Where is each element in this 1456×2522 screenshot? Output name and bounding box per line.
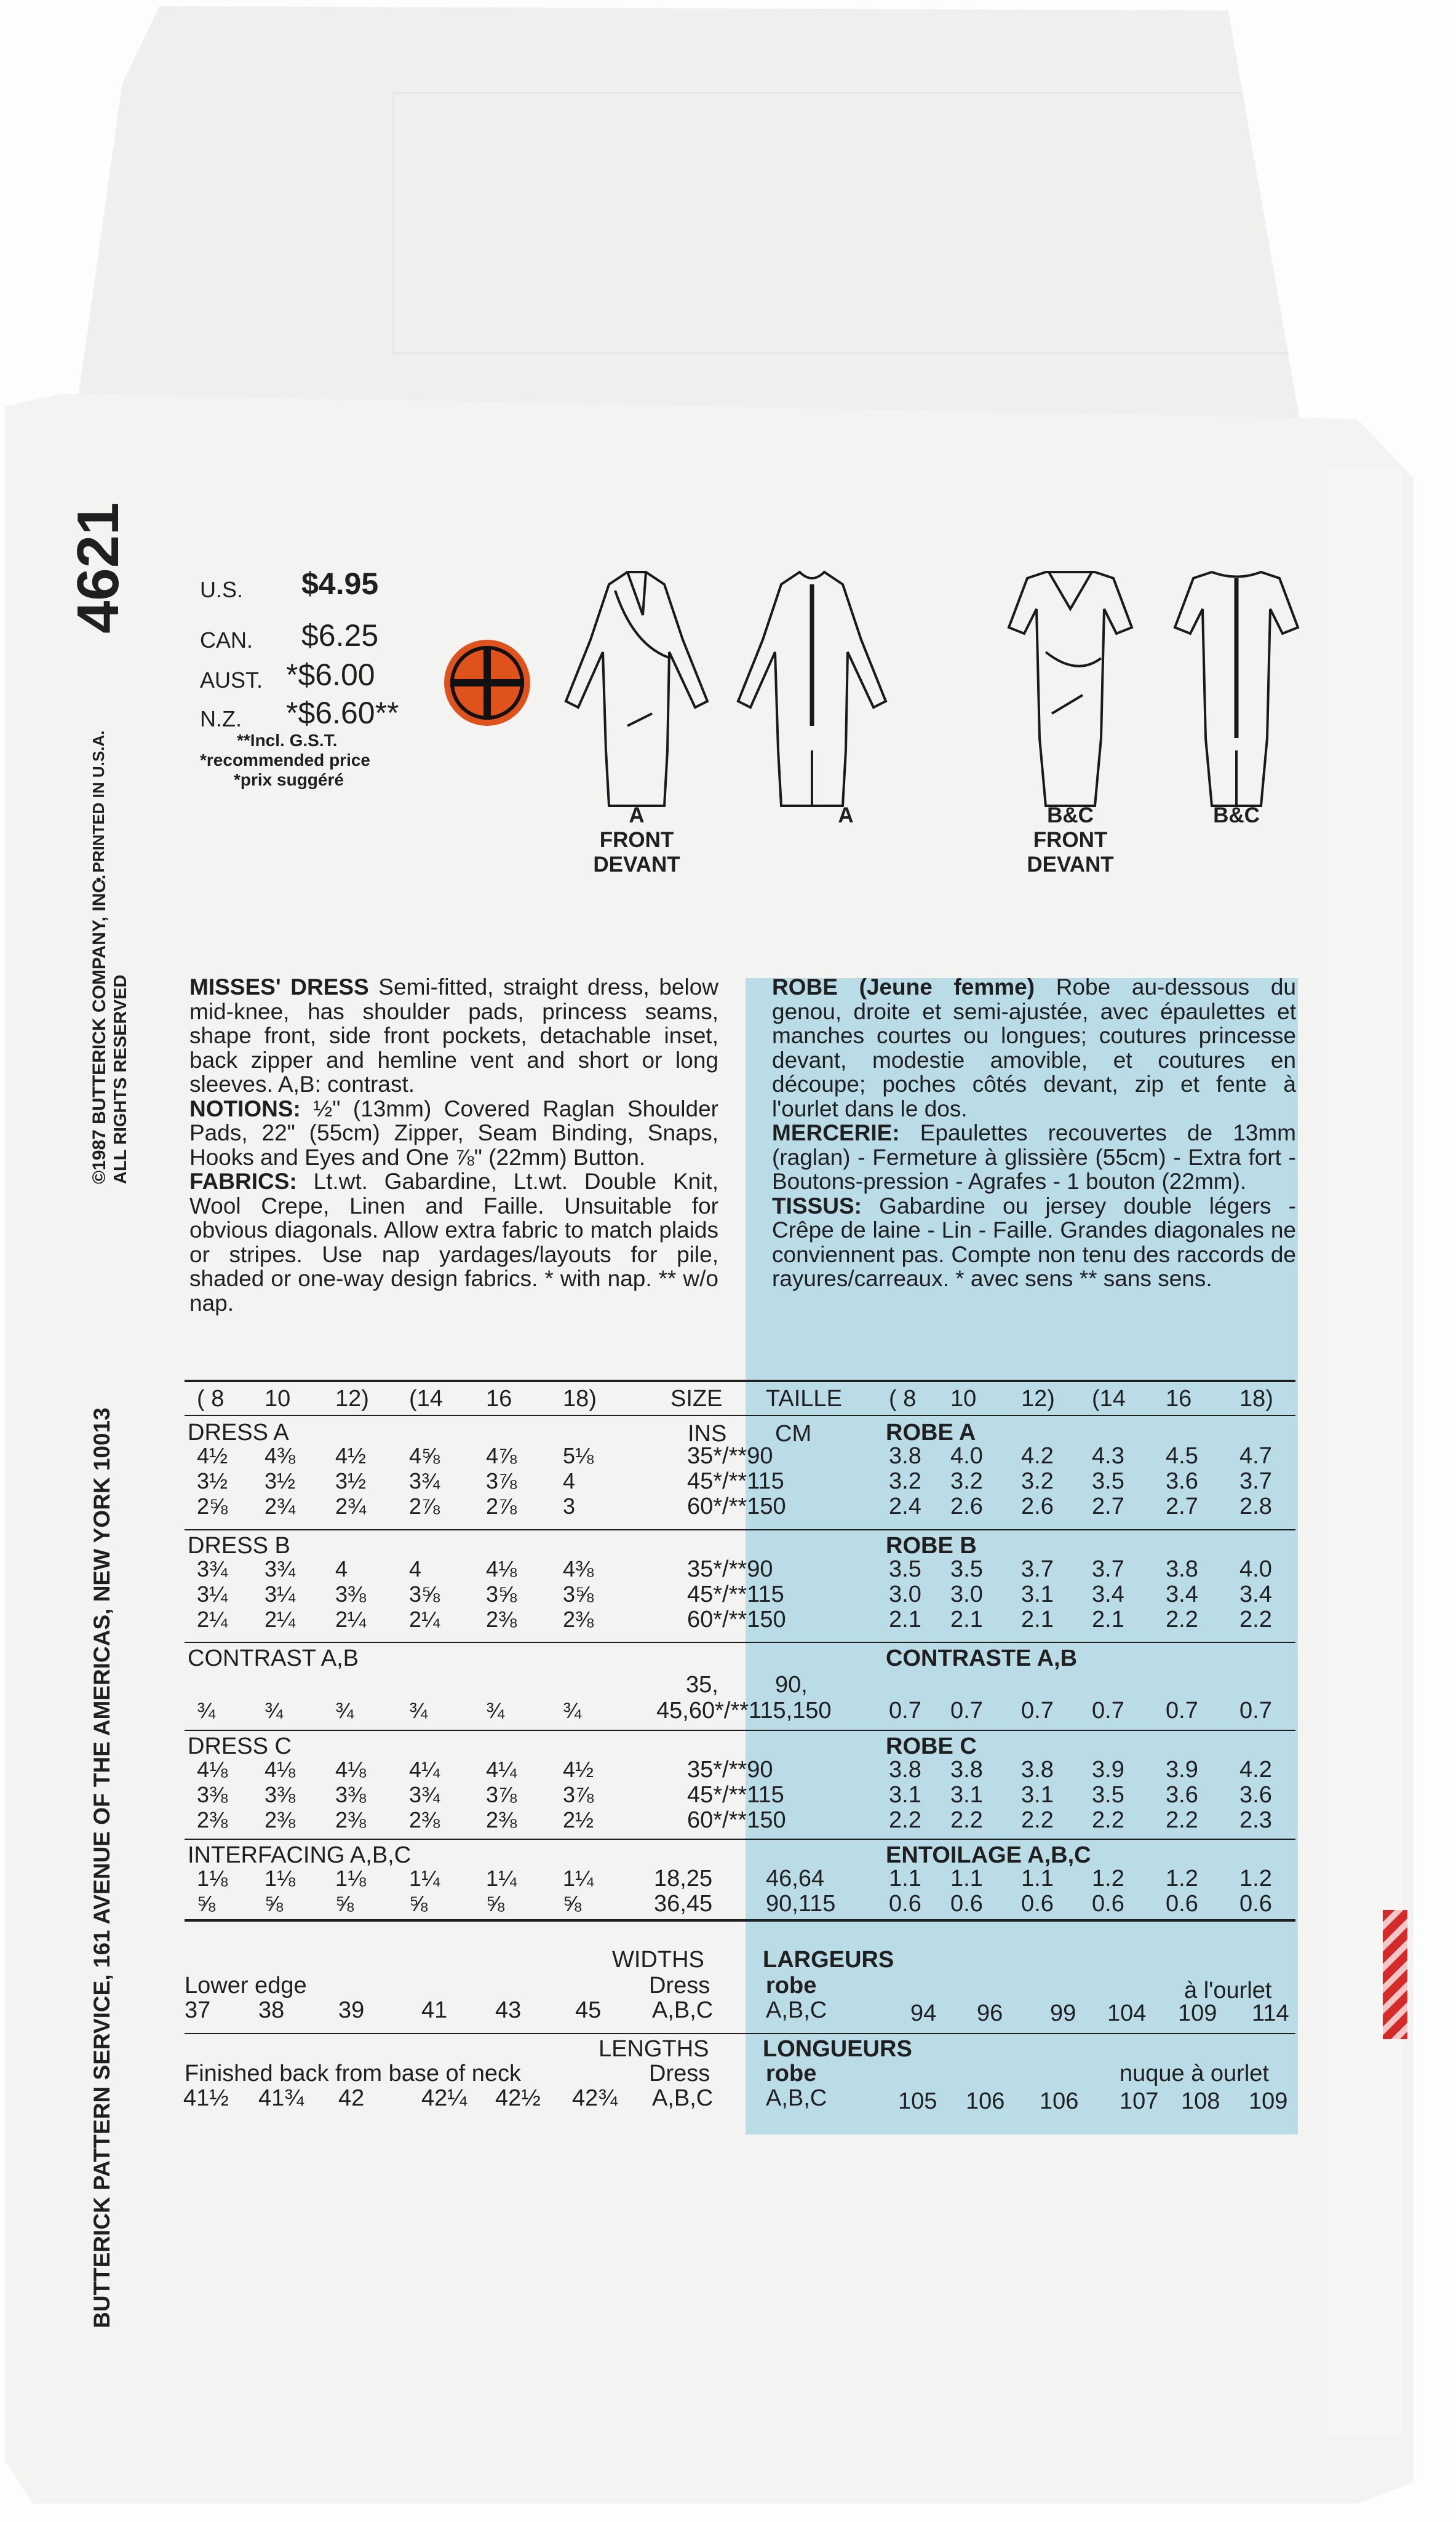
rights-reserved: ALL RIGHTS RESERVED xyxy=(111,974,130,1184)
metric-value: 2.2 xyxy=(1239,1607,1272,1633)
section-title-fr: ENTOILAGE A,B,C xyxy=(886,1842,1091,1868)
size-header-en: 16 xyxy=(486,1386,512,1412)
yardage-value: 3⅝ xyxy=(563,1581,594,1607)
metric-value: 4.5 xyxy=(1166,1443,1198,1469)
widths-title-fr: LARGEURS xyxy=(763,1947,894,1973)
length-ins: 41¾ xyxy=(258,2085,304,2111)
metric-value: 3.4 xyxy=(1166,1581,1198,1607)
interfacing-width-cm: 46,64 xyxy=(766,1866,825,1892)
sketch-a-back xyxy=(738,572,886,806)
yardage-value: 2⅜ xyxy=(335,1807,367,1832)
yardage-value: 4½ xyxy=(563,1757,594,1782)
widths-row-label-fr: à l'ourlet xyxy=(1184,1978,1272,2003)
section-rule xyxy=(185,1839,1295,1840)
metric-value: 4.2 xyxy=(1239,1757,1272,1783)
metric-value: 0.7 xyxy=(1239,1698,1272,1724)
metric-value: 3.5 xyxy=(889,1556,921,1582)
metric-value: 2.8 xyxy=(1239,1494,1272,1519)
width-cm: 114 xyxy=(1252,2000,1289,2026)
size-header-en: 12) xyxy=(335,1386,369,1412)
yardage-value: 5⅛ xyxy=(563,1443,594,1468)
metric-value: 3.2 xyxy=(950,1468,983,1494)
yardage-value: 4¼ xyxy=(409,1757,440,1782)
size-header-en: 18) xyxy=(563,1386,597,1412)
yardage-value: 2¼ xyxy=(197,1607,228,1632)
lengths-sub-en: Dress xyxy=(649,2061,710,2086)
price-note-suggere: *prix suggéré xyxy=(234,770,344,789)
yardage-value: ⅝ xyxy=(197,1891,216,1916)
yardage-value: 3⅞ xyxy=(486,1782,517,1807)
yardage-value: 3½ xyxy=(335,1468,367,1494)
lengths-sub-fr: robe xyxy=(766,2061,817,2086)
yardage-value: 2¼ xyxy=(335,1607,367,1632)
yardage-value: 4½ xyxy=(197,1443,228,1468)
yardage-value: 3⅜ xyxy=(197,1782,228,1807)
length-cm: 106 xyxy=(966,2088,1005,2114)
figure-label-bc-front: B&C FRONT DEVANT xyxy=(1027,803,1114,877)
section-title-en: DRESS C xyxy=(188,1733,292,1759)
yardage-value: ¾ xyxy=(335,1698,354,1723)
metric-value: 3.2 xyxy=(1021,1468,1054,1494)
yardage-value: ¾ xyxy=(563,1698,582,1723)
desc-en-notions-title: NOTIONS: xyxy=(189,1096,301,1121)
yardage-value: 4 xyxy=(563,1468,576,1494)
section-title-fr: CONTRASTE A,B xyxy=(886,1645,1078,1671)
desc-fr-fabrics: Gabardine ou jersey double légers - Crêpe de laine - Lin - Faille. Grandes diagonales ne conviennent pas. Compte non tenu des raccords de rayures/carreaux. * avec sens ** sans sens. xyxy=(772,1193,1296,1291)
ins-label: INS xyxy=(688,1421,727,1447)
fabric-width: 35*/**90 xyxy=(687,1757,773,1783)
metric-value: 3.7 xyxy=(1021,1556,1054,1582)
yardage-value: 2½ xyxy=(563,1807,594,1832)
width-cm: 104 xyxy=(1107,2000,1147,2026)
fabric-width: 60*/**150 xyxy=(687,1494,786,1519)
metric-value: 2.2 xyxy=(1092,1807,1124,1833)
price-label-nz: N.Z. xyxy=(200,706,242,731)
yardage-value: ¾ xyxy=(409,1698,428,1723)
yardage-value: 2⅜ xyxy=(486,1807,517,1832)
fabric-width-ins: 35, xyxy=(686,1672,718,1698)
yardage-value: 4 xyxy=(409,1556,422,1581)
yardage-value: 1¼ xyxy=(486,1866,517,1891)
lengths-views-en: A,B,C xyxy=(652,2085,714,2111)
yardage-value: ¾ xyxy=(197,1698,216,1723)
yardage-value: 3½ xyxy=(197,1468,228,1494)
metric-value: 2.2 xyxy=(950,1807,983,1833)
price-label-aust: AUST. xyxy=(200,667,263,693)
widths-row-label-en: Lower edge xyxy=(185,1973,307,1999)
metric-value: 3.6 xyxy=(1166,1468,1198,1494)
metric-value: 1.1 xyxy=(889,1866,921,1892)
fabric-width-combined: 45,60*/**115,150 xyxy=(656,1698,832,1724)
metric-value: 4.2 xyxy=(1021,1443,1054,1469)
metric-value: 2.2 xyxy=(889,1807,921,1833)
width-ins: 39 xyxy=(338,1997,365,2023)
metric-value: 2.1 xyxy=(950,1607,983,1633)
price-note-recommended: *recommended price xyxy=(200,750,370,770)
metric-value: 2.2 xyxy=(1021,1807,1054,1833)
yardage-value: 3¼ xyxy=(197,1581,228,1607)
sketch-bc-front xyxy=(1009,572,1132,806)
yardage-value: 2¾ xyxy=(265,1494,296,1519)
red-stripe-mark xyxy=(1383,1910,1407,2039)
cm-label: CM xyxy=(775,1421,812,1447)
yardage-value: ⅝ xyxy=(335,1891,354,1916)
width-ins: 45 xyxy=(575,1997,602,2023)
interfacing-width-cm: 90,115 xyxy=(766,1891,836,1917)
yardage-value: 4⅝ xyxy=(409,1443,440,1468)
sketch-bc-back xyxy=(1175,572,1298,806)
length-cm: 105 xyxy=(898,2088,937,2114)
size-header-fr: (14 xyxy=(1092,1386,1126,1412)
metric-value: 2.7 xyxy=(1092,1494,1124,1519)
yardage-value: 2⅝ xyxy=(197,1494,228,1519)
yardage-value: 4½ xyxy=(335,1443,367,1468)
section-title-en: DRESS A xyxy=(188,1420,289,1446)
length-ins: 42½ xyxy=(495,2085,541,2111)
description-english xyxy=(189,975,718,1315)
metric-value: 3.1 xyxy=(1021,1782,1054,1808)
metric-value: 3.0 xyxy=(889,1581,921,1607)
fabric-width: 60*/**150 xyxy=(687,1807,786,1833)
section-title-fr: ROBE B xyxy=(886,1533,977,1559)
desc-fr-notions-title: MERCERIE: xyxy=(772,1120,900,1145)
yardage-value: 2⅜ xyxy=(197,1807,228,1832)
yardage-value: ⅝ xyxy=(486,1891,505,1916)
yardage-value: 2⅞ xyxy=(409,1494,440,1519)
desc-en-body: Semi-fitted, straight dress, below mid-knee, has shoulder pads, princess seams, shape front, side front pockets, detachable inset, back zipper and hemline vent and short or long sleeves. A,B: contrast. xyxy=(189,974,718,1097)
metric-value: 3.6 xyxy=(1239,1782,1272,1808)
metric-value: 3.8 xyxy=(950,1757,983,1783)
yardage-value: ¾ xyxy=(265,1698,284,1723)
lengths-row-label-en: Finished back from base of neck xyxy=(185,2061,522,2086)
price-value-aust: *$6.00 xyxy=(286,658,375,692)
figure-label-a-front: A FRONT DEVANT xyxy=(593,803,680,877)
yardage-value: 2¼ xyxy=(409,1607,440,1632)
length-cm: 106 xyxy=(1040,2088,1079,2114)
metric-value: 4.7 xyxy=(1239,1443,1272,1469)
metric-value: 3.2 xyxy=(889,1468,921,1494)
yardage-value: 2¾ xyxy=(335,1494,367,1519)
metric-value: 3.7 xyxy=(1092,1556,1124,1582)
metric-value: 2.4 xyxy=(889,1494,921,1519)
metric-value: 3.8 xyxy=(889,1443,921,1469)
yardage-value: ¾ xyxy=(486,1698,505,1723)
lengths-row-label-fr: nuque à ourlet xyxy=(1120,2061,1269,2086)
yardage-value: 1¼ xyxy=(563,1866,594,1891)
length-ins: 42¾ xyxy=(572,2085,618,2111)
metric-value: 0.6 xyxy=(1021,1891,1054,1917)
yardage-value: 4¼ xyxy=(486,1757,517,1782)
metric-value: 0.7 xyxy=(950,1698,983,1724)
flap-faded-table xyxy=(392,92,1307,354)
widths-views-en: A,B,C xyxy=(652,1997,714,2023)
metric-value: 0.6 xyxy=(889,1891,921,1917)
metric-value: 0.7 xyxy=(1166,1698,1198,1724)
metric-value: 3.4 xyxy=(1239,1581,1272,1607)
copyright-block xyxy=(89,875,131,1184)
yardage-value: 3 xyxy=(563,1494,576,1519)
price-value-us: $4.95 xyxy=(301,567,379,601)
garment-sketches xyxy=(554,566,1316,824)
copyright: ©1987 BUTTERICK COMPANY, INC. xyxy=(89,874,109,1184)
metric-value: 2.2 xyxy=(1166,1607,1198,1633)
metric-value: 0.6 xyxy=(1166,1891,1198,1917)
printed-in: • PRINTED IN U.S.A. xyxy=(89,730,108,883)
price-label-can: CAN. xyxy=(200,627,253,653)
length-ins: 42 xyxy=(338,2085,365,2111)
metric-value: 3.5 xyxy=(950,1556,983,1582)
metric-value: 3.1 xyxy=(950,1782,983,1808)
size-header-fr: ( 8 xyxy=(889,1386,917,1412)
section-title-en: INTERFACING A,B,C xyxy=(188,1842,412,1868)
desc-fr-title: ROBE (Jeune femme) xyxy=(772,974,1035,1000)
yardage-value: 3¾ xyxy=(409,1782,440,1807)
price-value-can: $6.25 xyxy=(301,618,379,653)
yardage-value: 4⅛ xyxy=(486,1556,517,1581)
width-ins: 37 xyxy=(185,1997,211,2023)
widths-sub-en: Dress xyxy=(649,1973,710,1999)
lengths-rule xyxy=(185,2033,1295,2034)
length-ins: 42¼ xyxy=(421,2085,467,2111)
butterick-logo xyxy=(444,640,530,726)
sketch-a-front xyxy=(566,572,707,806)
description-french xyxy=(772,975,1296,1291)
desc-fr-notions: Epaulettes recouvertes de 13mm (raglan) - Fermeture à glissière (55cm) - Extra fort - Boutons-pression - Agrafes - 1 bouton (22mm). xyxy=(772,1120,1296,1194)
yardage-value: 2⅞ xyxy=(486,1494,517,1519)
size-header-fr: 10 xyxy=(950,1386,977,1412)
yardage-value: 2¼ xyxy=(265,1607,296,1632)
metric-value: 4.0 xyxy=(950,1443,983,1469)
yardage-value: 3¾ xyxy=(197,1556,228,1581)
metric-value: 1.2 xyxy=(1239,1866,1272,1892)
length-cm: 109 xyxy=(1249,2088,1288,2114)
widths-views-fr: A,B,C xyxy=(766,1997,827,2023)
yardage-value: 3⅝ xyxy=(486,1581,517,1607)
metric-value: 2.2 xyxy=(1166,1807,1198,1833)
metric-value: 1.2 xyxy=(1092,1866,1124,1892)
section-rule xyxy=(185,1642,1295,1643)
yardage-value: 2⅜ xyxy=(265,1807,296,1832)
fabric-width: 60*/**150 xyxy=(687,1607,786,1633)
metric-value: 2.3 xyxy=(1239,1807,1272,1833)
width-cm: 99 xyxy=(1050,2000,1076,2026)
yardage-value: 3⅞ xyxy=(563,1782,594,1807)
size-header-fr: 16 xyxy=(1166,1386,1192,1412)
widths-top-rule xyxy=(185,1919,1295,1922)
figure-label-bc-back: B&C xyxy=(1213,803,1260,827)
size-header-en: 10 xyxy=(265,1386,291,1412)
metric-value: 2.6 xyxy=(950,1494,983,1519)
metric-value: 1.1 xyxy=(950,1866,983,1892)
length-cm: 108 xyxy=(1181,2088,1220,2114)
yardage-value: 3⅞ xyxy=(486,1468,517,1494)
price-note-gst: **Incl. G.S.T. xyxy=(237,731,338,750)
desc-en-title: MISSES' DRESS xyxy=(189,974,369,1000)
size-label: SIZE xyxy=(670,1386,723,1412)
yardage-value: 3⅜ xyxy=(335,1782,367,1807)
envelope-edge xyxy=(1329,467,1402,2436)
section-title-en: CONTRAST A,B xyxy=(188,1645,359,1671)
metric-value: 2.1 xyxy=(889,1607,921,1633)
metric-value: 3.6 xyxy=(1166,1782,1198,1808)
yardage-value: 4⅜ xyxy=(563,1556,594,1581)
yardage-value: 3¾ xyxy=(409,1468,440,1494)
widths-sub-fr: robe xyxy=(766,1973,817,1999)
metric-value: 3.8 xyxy=(1166,1556,1198,1582)
yardage-value: 4⅛ xyxy=(265,1757,296,1782)
size-header-fr: 18) xyxy=(1239,1386,1273,1412)
metric-value: 1.1 xyxy=(1021,1866,1054,1892)
metric-value: 3.9 xyxy=(1166,1757,1198,1783)
fabric-width: 45*/**115 xyxy=(687,1468,784,1494)
pattern-number: 4621 xyxy=(65,502,131,634)
fabric-width-cm: 90, xyxy=(775,1672,808,1698)
section-title-fr: ROBE C xyxy=(886,1733,977,1759)
yardage-value: 3½ xyxy=(265,1468,296,1494)
price-value-nz: *$6.60** xyxy=(286,696,399,730)
metric-value: 3.8 xyxy=(889,1757,921,1783)
table-top-rule xyxy=(185,1380,1295,1382)
metric-value: 0.7 xyxy=(889,1698,921,1724)
width-ins: 38 xyxy=(258,1997,285,2023)
yardage-value: 3¾ xyxy=(265,1556,296,1581)
header-rule xyxy=(185,1415,1295,1416)
yardage-value: 4⅛ xyxy=(335,1757,367,1782)
metric-value: 3.0 xyxy=(950,1581,983,1607)
metric-value: 0.7 xyxy=(1092,1698,1124,1724)
metric-value: 3.4 xyxy=(1092,1581,1124,1607)
yardage-value: 1⅛ xyxy=(197,1866,228,1891)
yardage-value: 3⅝ xyxy=(409,1581,440,1607)
metric-value: 2.1 xyxy=(1092,1607,1124,1633)
width-ins: 43 xyxy=(495,1997,522,2023)
yardage-value: 2⅜ xyxy=(563,1607,594,1632)
size-header-fr: 12) xyxy=(1021,1386,1055,1412)
envelope-flap xyxy=(73,6,1315,437)
yardage-value: 3⅜ xyxy=(265,1782,296,1807)
yardage-value: 2⅜ xyxy=(486,1607,517,1632)
yardage-value: 3¼ xyxy=(265,1581,296,1607)
desc-en-fabrics: Lt.wt. Gabardine, Lt.wt. Double Knit, Wool Crepe, Linen and Faille. Unsuitable for obvious diagonals. Allow extra fabric to match plaids or stripes. Use nap yardages/layouts for pile, shaded or one-way design fabrics. * with nap. ** w/o nap. xyxy=(189,1169,718,1316)
metric-value: 3.5 xyxy=(1092,1468,1124,1494)
metric-value: 3.1 xyxy=(889,1782,921,1808)
interfacing-width-ins: 36,45 xyxy=(654,1891,713,1917)
metric-value: 0.6 xyxy=(950,1891,983,1917)
width-ins: 41 xyxy=(421,1997,448,2023)
size-header-en: ( 8 xyxy=(197,1386,225,1412)
desc-fr-fabrics-title: TISSUS: xyxy=(772,1193,862,1219)
yardage-value: 3⅜ xyxy=(335,1581,367,1607)
desc-en-fabrics-title: FABRICS: xyxy=(189,1169,297,1194)
metric-value: 4.0 xyxy=(1239,1556,1272,1582)
metric-value: 4.3 xyxy=(1092,1443,1124,1469)
section-rule xyxy=(185,1529,1295,1530)
yardage-value: 4⅛ xyxy=(197,1757,228,1782)
yardage-value: 1¼ xyxy=(409,1866,440,1891)
width-cm: 96 xyxy=(977,2000,1003,2026)
length-cm: 107 xyxy=(1120,2088,1159,2114)
yardage-value: 4 xyxy=(335,1556,348,1581)
width-cm: 94 xyxy=(910,2000,937,2026)
length-ins: 41½ xyxy=(183,2085,229,2111)
metric-value: 2.6 xyxy=(1021,1494,1054,1519)
yardage-value: ⅝ xyxy=(265,1891,284,1916)
figure-label-a-back: A xyxy=(838,803,854,827)
lengths-title-fr: LONGUEURS xyxy=(763,2036,912,2062)
yardage-value: 4⅞ xyxy=(486,1443,517,1468)
yardage-value: ⅝ xyxy=(563,1891,582,1916)
widths-title-en: WIDTHS xyxy=(612,1947,704,1973)
section-title-fr: ROBE A xyxy=(886,1420,976,1446)
metric-value: 3.5 xyxy=(1092,1782,1124,1808)
desc-en-notions: ½" (13mm) Covered Raglan Shoulder Pads, 22" (55cm) Zipper, Seam Binding, Snaps, Hooks and Eyes and One ⅞" (22mm) Button. xyxy=(189,1096,718,1170)
desc-fr-body: Robe au-dessous du genou, droite et semi-ajustée, avec épaulettes et manches courtes ou longues; coutures princesse devant, modestie amovible, et coutures en découpe; poches côtés devant, zip et fente à l'ourlet dans le dos. xyxy=(772,974,1296,1121)
metric-value: 3.7 xyxy=(1239,1468,1272,1494)
metric-value: 3.8 xyxy=(1021,1757,1054,1783)
publisher-address: BUTTERICK PATTERN SERVICE, 161 AVENUE OF THE AMERICAS, NEW YORK 10013 xyxy=(89,1407,114,2328)
size-header-en: (14 xyxy=(409,1386,443,1412)
metric-value: 2.7 xyxy=(1166,1494,1198,1519)
yardage-value: 1⅛ xyxy=(265,1866,296,1891)
metric-value: 0.6 xyxy=(1092,1891,1124,1917)
price-label-us: U.S. xyxy=(200,577,244,602)
metric-value: 0.6 xyxy=(1239,1891,1272,1917)
metric-value: 2.1 xyxy=(1021,1607,1054,1633)
yardage-value: 1⅛ xyxy=(335,1866,367,1891)
width-cm: 109 xyxy=(1178,2000,1217,2026)
section-title-en: DRESS B xyxy=(188,1533,290,1559)
fabric-width: 45*/**115 xyxy=(687,1782,784,1808)
fabric-width: 35*/**90 xyxy=(687,1443,773,1469)
lengths-title-en: LENGTHS xyxy=(599,2036,709,2062)
taille-label: TAILLE xyxy=(766,1386,842,1412)
interfacing-width-ins: 18,25 xyxy=(654,1866,713,1892)
metric-value: 1.2 xyxy=(1166,1866,1198,1892)
yardage-value: 4⅜ xyxy=(265,1443,296,1468)
yardage-value: 2⅜ xyxy=(409,1807,440,1832)
metric-value: 3.9 xyxy=(1092,1757,1124,1783)
section-rule xyxy=(185,1730,1295,1731)
fabric-width: 45*/**115 xyxy=(687,1581,784,1607)
fabric-width: 35*/**90 xyxy=(687,1556,773,1582)
metric-value: 3.1 xyxy=(1021,1581,1054,1607)
lengths-views-fr: A,B,C xyxy=(766,2085,827,2111)
yardage-value: ⅝ xyxy=(409,1891,428,1916)
metric-value: 0.7 xyxy=(1021,1698,1054,1724)
